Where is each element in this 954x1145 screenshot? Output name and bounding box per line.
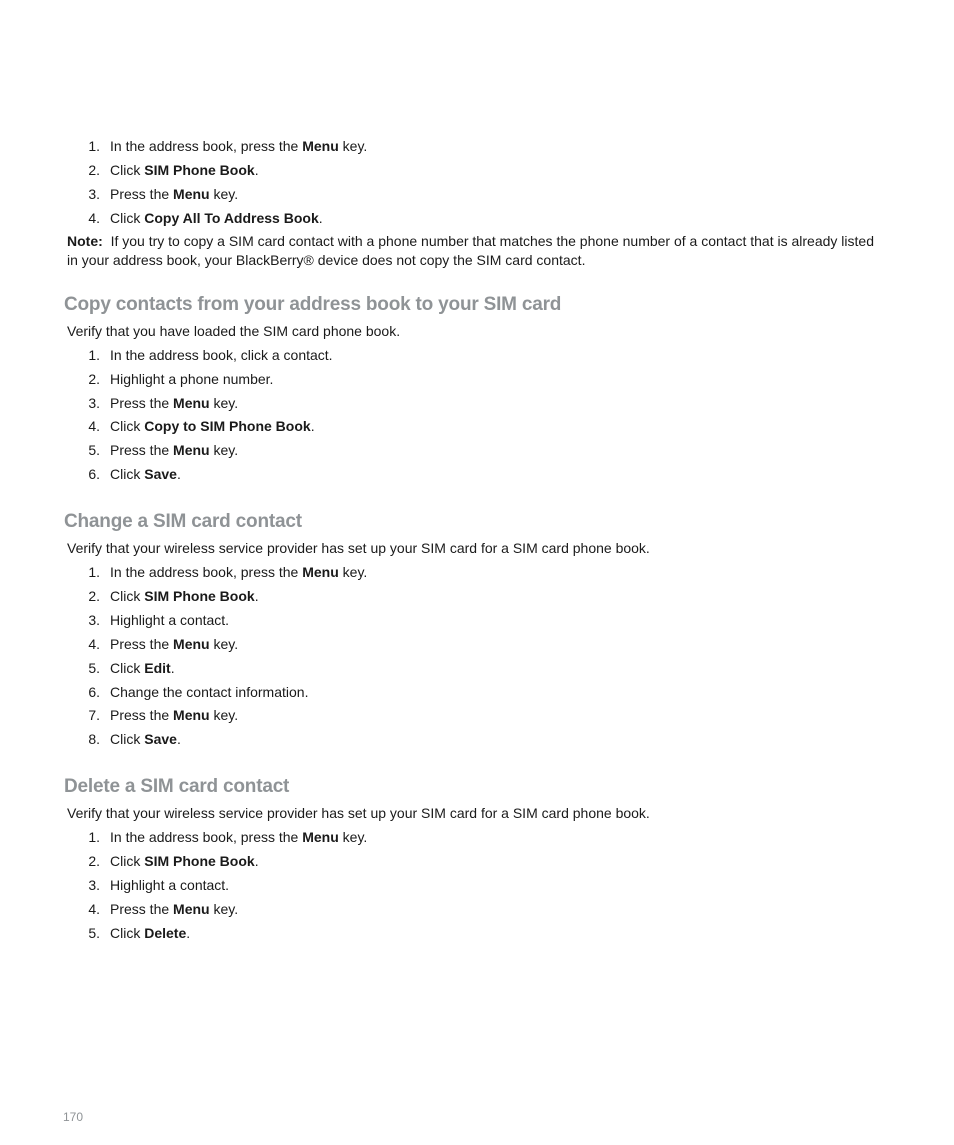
step-text: Click SIM Phone Book. — [110, 588, 259, 604]
step-number: 2. — [88, 371, 100, 387]
step-text: In the address book, press the Menu key. — [110, 829, 368, 845]
step-text: Click Edit. — [110, 660, 175, 676]
section-intro: Verify that your wireless service provider has set up your SIM card for a SIM card phone book. — [67, 540, 650, 556]
step-number: 1. — [88, 829, 100, 845]
section-heading-delete-contact: Delete a SIM card contact — [64, 776, 290, 797]
step-number: 5. — [88, 925, 100, 941]
step-text: Click Save. — [110, 466, 181, 482]
step-number: 2. — [88, 588, 100, 604]
step-text: Press the Menu key. — [110, 186, 239, 202]
step-number: 7. — [88, 707, 100, 723]
step-number: 4. — [88, 901, 100, 917]
step-number: 5. — [88, 660, 100, 676]
note-paragraph — [67, 232, 887, 270]
section-heading-copy-to-sim: Copy contacts from your address book to your SIM card — [64, 294, 562, 315]
step-text: Change the contact information. — [110, 684, 309, 700]
step-number: 2. — [88, 162, 100, 178]
section-intro: Verify that you have loaded the SIM card phone book. — [67, 323, 401, 339]
step-number: 3. — [88, 877, 100, 893]
step-text: Click SIM Phone Book. — [110, 162, 259, 178]
step-number: 3. — [88, 612, 100, 628]
note-text: If you try to copy a SIM card contact with a phone number that matches the phone number of a contact that is already listed in your address book, your BlackBerry® device does not copy the SIM card contact. — [67, 233, 874, 268]
step-number: 1. — [88, 347, 100, 363]
step-number: 1. — [88, 564, 100, 580]
step-text: Press the Menu key. — [110, 636, 239, 652]
step-text: Click Save. — [110, 731, 181, 747]
note-label: Note: — [67, 233, 103, 249]
step-number: 2. — [88, 853, 100, 869]
step-number: 6. — [88, 684, 100, 700]
step-text: Press the Menu key. — [110, 442, 239, 458]
section-intro: Verify that your wireless service provider has set up your SIM card for a SIM card phone book. — [67, 805, 650, 821]
step-number: 5. — [88, 442, 100, 458]
step-number: 8. — [88, 731, 100, 747]
step-text: Click Copy All To Address Book. — [110, 210, 323, 226]
step-number: 4. — [88, 210, 100, 226]
step-text: In the address book, click a contact. — [110, 347, 333, 363]
step-text: Press the Menu key. — [110, 707, 239, 723]
step-number: 3. — [88, 186, 100, 202]
page-number: 170 — [63, 1110, 84, 1124]
step-text: Click Copy to SIM Phone Book. — [110, 418, 315, 434]
step-text: Click SIM Phone Book. — [110, 853, 259, 869]
step-text: Press the Menu key. — [110, 395, 239, 411]
step-text: Highlight a phone number. — [110, 371, 274, 387]
step-number: 1. — [88, 138, 100, 154]
step-text: Press the Menu key. — [110, 901, 239, 917]
step-number: 6. — [88, 466, 100, 482]
step-number: 3. — [88, 395, 100, 411]
step-text: In the address book, press the Menu key. — [110, 138, 368, 154]
step-text: Highlight a contact. — [110, 877, 230, 893]
step-text: Highlight a contact. — [110, 612, 230, 628]
step-text: In the address book, press the Menu key. — [110, 564, 368, 580]
step-number: 4. — [88, 418, 100, 434]
step-number: 4. — [88, 636, 100, 652]
step-text: Click Delete. — [110, 925, 191, 941]
section-heading-change-contact: Change a SIM card contact — [64, 511, 302, 532]
